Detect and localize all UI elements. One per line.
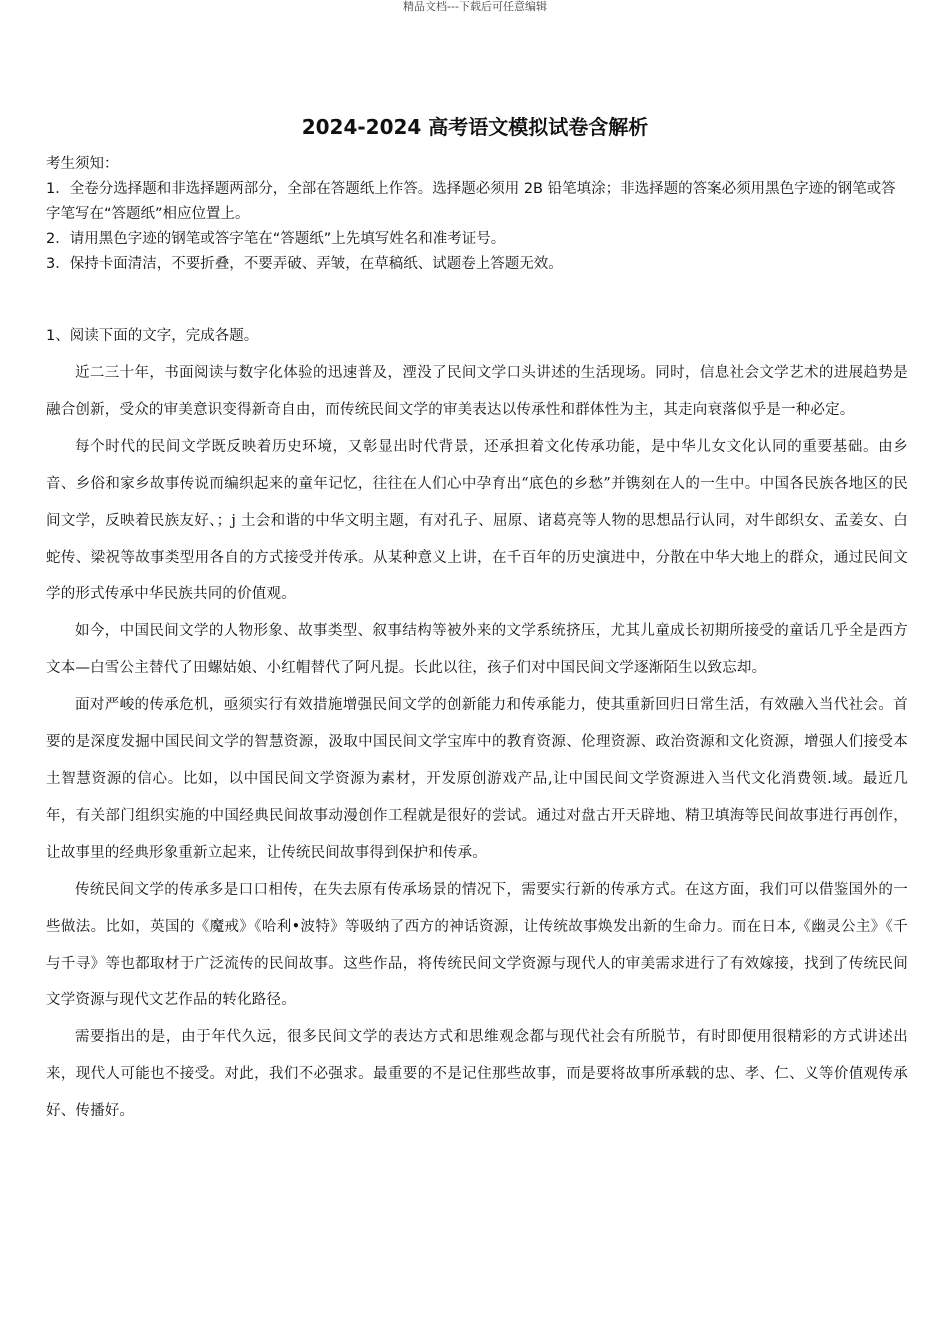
passage-paragraph-1: 近二三十年，书面阅读与数字化体验的迅速普及，湮没了民间文学口头讲述的生活现场。同时，信息社会文学艺术的进展趋势是融合创新，受众的审美意识变得新奇自由，而传统民间文学的审美表达以传承性和群体性为主，其走向衰落似乎是一种必定。: [46, 365, 908, 418]
passage-paragraph-4: 面对严峻的传承危机，亟须实行有效措施增强民间文学的创新能力和传承能力，使其重新回归日常生活，有效融入当代社会。首要的是深度发掘中国民间文学的智慧资源，汲取中国民间文学宝库中的教育资源、伦理资源、政治资源和文化资源，增强人们接受本土智慧资源的信心。比如，以中国民间文学资源为素材，开发原创游戏产品,让中国民间文学资源进入当代文化消费领.域。最近几年，有关部门组织实施的中国经典民间故事动漫创作工程就是很好的尝试。通过对盘古开天辟地、精卫填海等民间故事进行再创作，让故事里的经典形象重新立起来，让传统民间故事得到保护和传承。: [46, 697, 908, 861]
page-header-note: 精品文档---下载后可任意编辑: [403, 0, 547, 13]
notice-item-3: 3．保持卡面清洁，不要折叠，不要弄破、弄皱，在草稿纸、试题卷上答题无效。: [46, 256, 563, 272]
notice-item-1: 1．全卷分选择题和非选择题两部分，全部在答题纸上作答。选择题必须用 2B 铅笔填涂；非选择题的答案必须用黑色字迹的钢笔或答字笔写在“答题纸”相应位置上。: [46, 181, 896, 222]
notice-heading: 考生须知：: [46, 156, 119, 172]
notice-item-2: 2．请用黑色字迹的钢笔或答字笔在“答题纸”上先填写姓名和准考证号。: [46, 231, 506, 247]
passage-paragraph-3: 如今，中国民间文学的人物形象、故事类型、叙事结构等被外来的文学系统挤压，尤其儿童成长初期所接受的童话几乎全是西方文本—白雪公主替代了田螺姑娘、小红帽替代了阿凡提。长此以往，孩子们对中国民间文学逐渐陌生以致忘却。: [46, 623, 908, 677]
candidate-notice: [46, 152, 906, 277]
document-title: 2024-2024 高考语文模拟试卷含解析: [301, 115, 649, 139]
reading-question: [46, 325, 908, 1130]
passage-paragraph-5: 传统民间文学的传承多是口口相传，在失去原有传承场景的情况下，需要实行新的传承方式。在这方面，我们可以借鉴国外的一些做法。比如，英国的《魔戒》《哈利•波特》等吸纳了西方的神话资源，让传统故事焕发出新的生命力。而在日本,《幽灵公主》《千与千寻》等也都取材于广泛流传的民间故事。这些作品，将传统民间文学资源与现代人的审美需求进行了有效嫁接，找到了传统民间文学资源与现代文艺作品的转化路径。: [46, 881, 908, 1009]
question-stem: 1、阅读下面的文字，完成各题。: [46, 328, 259, 344]
passage-paragraph-2: 每个时代的民间文学既反映着历史环境，又彰显出时代背景，还承担着文化传承功能，是中华儿女文化认同的重要基础。由乡音、乡俗和家乡故事传说而编织起来的童年记忆，往往在人们心中孕育出“底色的乡愁”并镌刻在人的一生中。中国各民族各地区的民间文学，反映着民族友好、；j 土会和谐的中华文明主题，有对孔子、屈原、诸葛亮等人物的思想品行认同，对牛郎织女、孟姜女、白蛇传、梁祝等故事类型用各自的方式接受并传承。从某种意义上讲，在千百年的历史演进中，分散在中华大地上的群众，通过民间文学的形式传承中华民族共同的价值观。: [46, 438, 908, 603]
passage-paragraph-6: 需要指出的是，由于年代久远，很多民间文学的表达方式和思维观念都与现代社会有所脱节，有时即便用很精彩的方式讲述出来，现代人可能也不接受。对此，我们不必强求。最重要的不是记住那些故事，而是要将故事所承载的忠、孝、仁、义等价值观传承好、传播好。: [46, 1029, 908, 1120]
